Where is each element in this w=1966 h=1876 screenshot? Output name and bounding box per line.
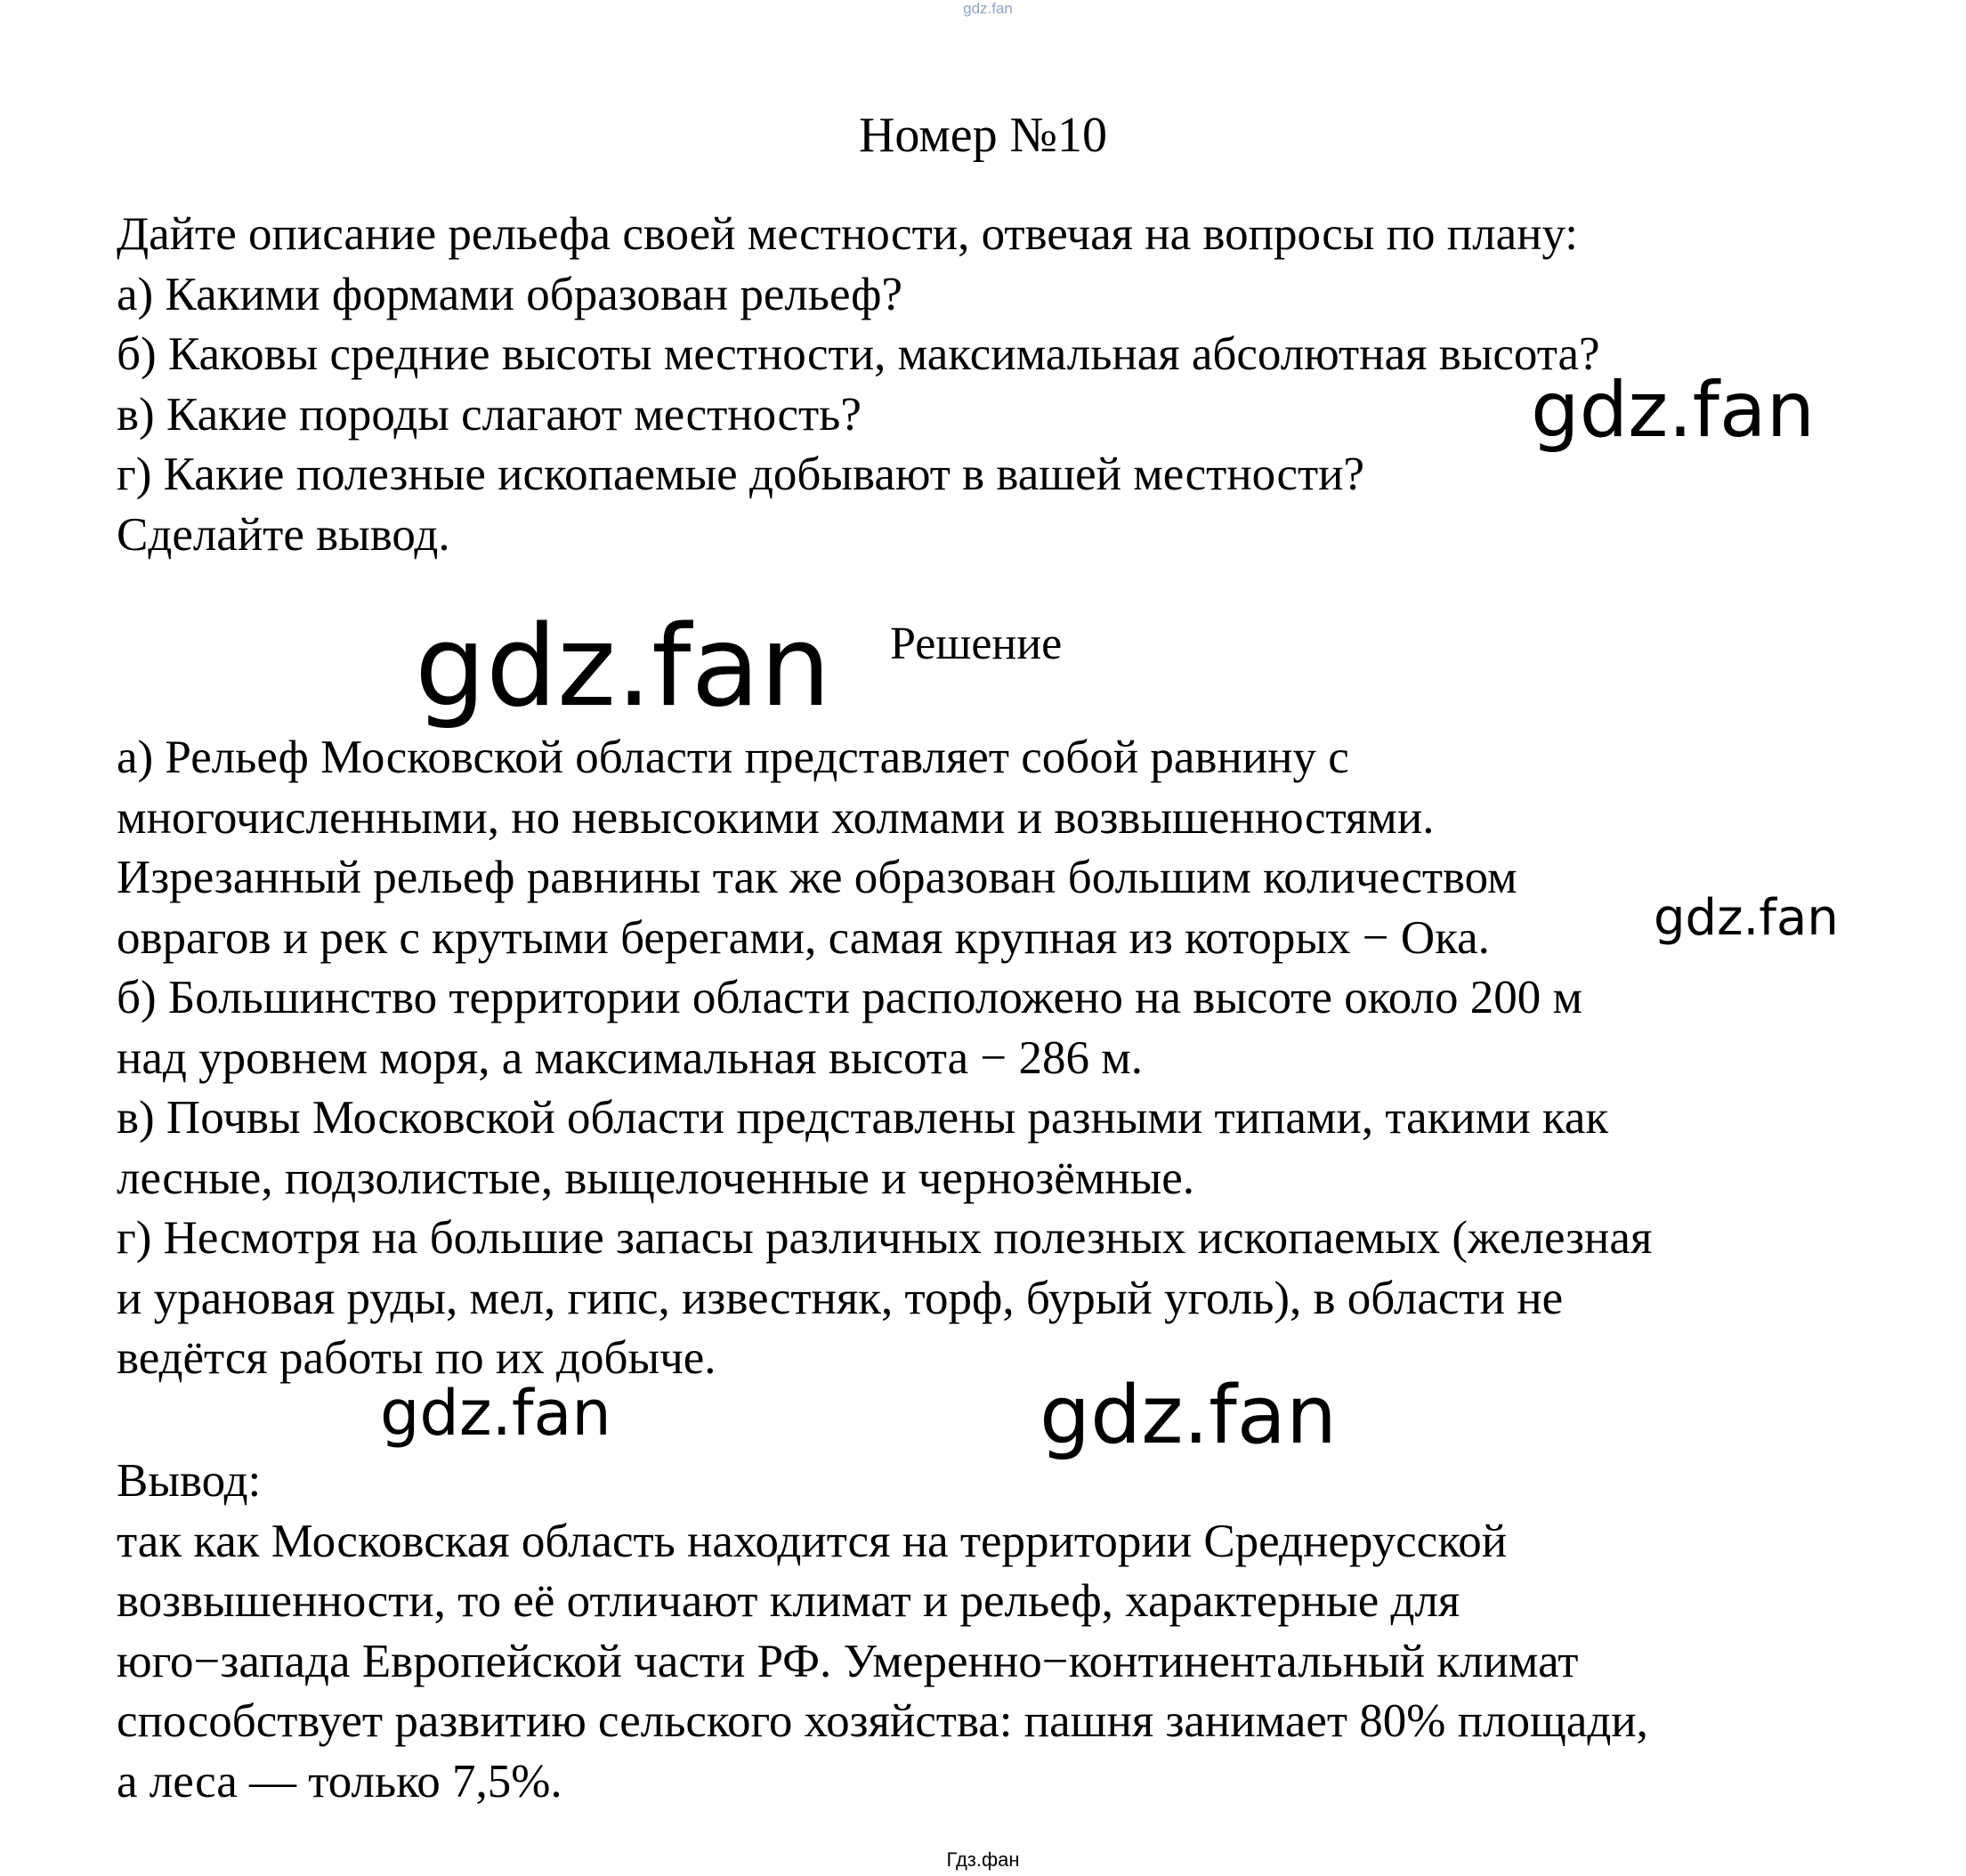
solution-text (117, 728, 1950, 1389)
page-title: Номер №10 (858, 108, 1108, 163)
task-line: в) Какие породы слагают местность? (117, 388, 862, 441)
top-watermark: gdz.fan (963, 0, 1013, 17)
solution-line: и урановая руды, мел, гипс, известняк, торф, бурый уголь), в области не (117, 1272, 1564, 1324)
task-line: Дайте описание рельефа своей местности, отвечая на вопросы по плану: (117, 208, 1578, 260)
watermark: gdz.fan (1531, 366, 1816, 455)
footer-watermark: Гдз.фан (946, 1848, 1020, 1871)
solution-line: в) Почвы Московской области представлены разными типами, такими как (117, 1092, 1609, 1144)
solution-line: ведётся работы по их добыче. (117, 1332, 716, 1384)
conclusion-label: Вывод: (117, 1455, 262, 1507)
watermark: gdz.fan (1654, 889, 1839, 947)
conclusion-line: юго−запада Европейской части РФ. Умеренно−континентальный климат (117, 1635, 1579, 1687)
solution-line: б) Большинство территории области расположено на высоте около 200 м (117, 972, 1583, 1023)
conclusion-line: возвышенности, то её отличают климат и рельеф, характерные для (117, 1575, 1460, 1627)
watermark: gdz.fan (380, 1377, 611, 1450)
solution-line: г) Несмотря на большие запасы различных полезных ископаемых (железная (117, 1212, 1653, 1264)
watermark: gdz.fan (1040, 1369, 1337, 1462)
task-line: Сделайте вывод. (117, 508, 450, 561)
solution-line: многочисленными, но невысокими холмами и возвышенностями. (117, 791, 1435, 844)
watermark: gdz.fan (415, 601, 831, 732)
task-line: г) Какие полезные ископаемые добывают в вашей местности? (117, 449, 1365, 500)
task-line: б) Каковы средние высоты местности, максимальная абсолютная высота? (117, 328, 1600, 380)
task-line: а) Какими формами образован рельеф? (117, 268, 903, 320)
solution-line: лесные, подзолистые, выщелоченные и чернозёмные. (117, 1152, 1195, 1204)
solution-heading: Решение (890, 619, 1063, 669)
solution-line: оврагов и рек с крутыми берегами, самая крупная из которых − Ока. (117, 911, 1490, 964)
conclusion-line: а леса — только 7,5%. (117, 1755, 562, 1807)
conclusion-line: так как Московская область находится на территории Среднерусской (117, 1515, 1508, 1567)
conclusion-line: способствует развитию сельского хозяйства: пашня занимает 80% площади, (117, 1695, 1648, 1747)
solution-line: над уровнем моря, а максимальная высота − 286 м. (117, 1031, 1144, 1084)
solution-line: Изрезанный рельеф равнины так же образован большим количеством (117, 852, 1517, 903)
solution-line: а) Рельеф Московской области представляет собой равнину с (117, 732, 1349, 783)
conclusion-text (117, 1451, 1950, 1812)
